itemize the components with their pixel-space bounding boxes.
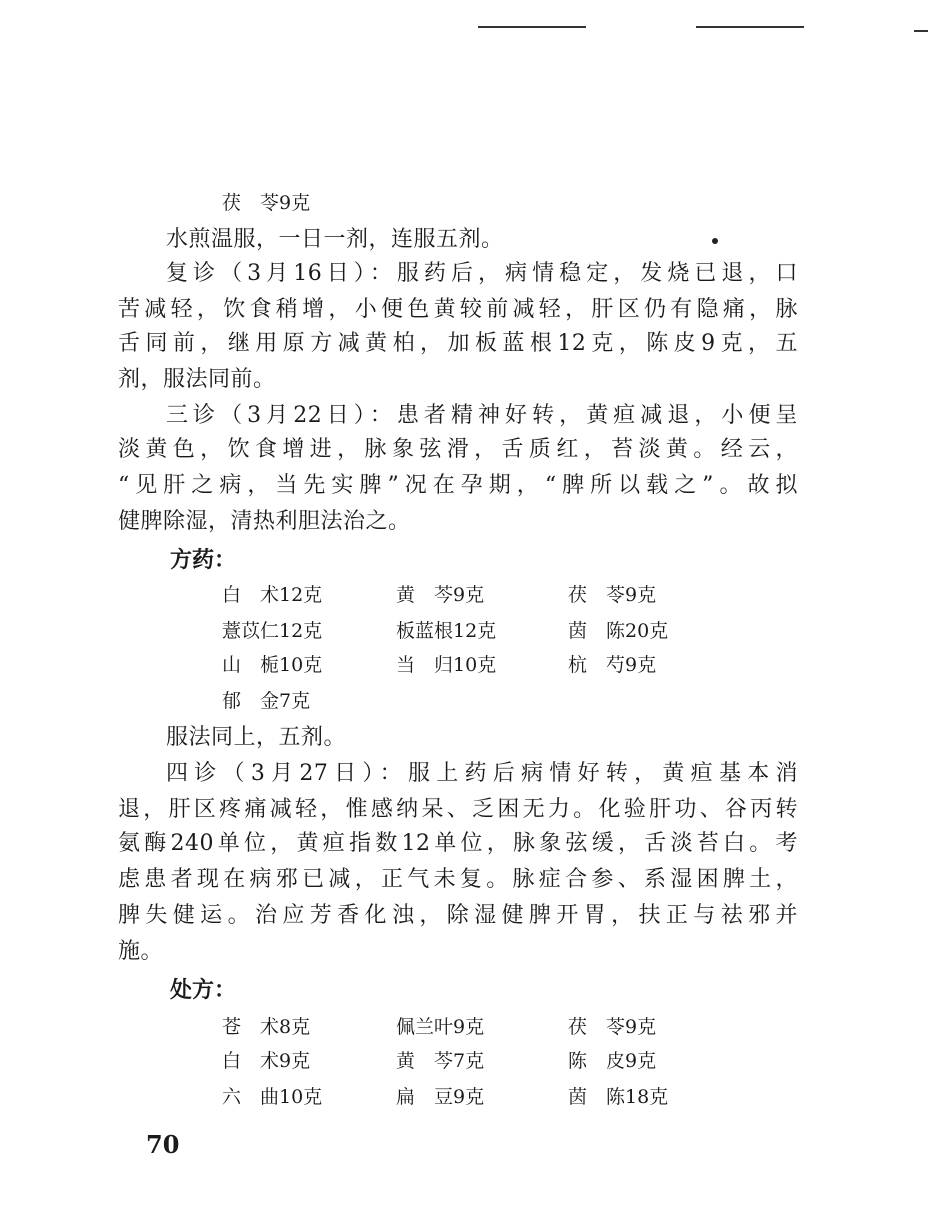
herb-item: 扁 豆9克 — [396, 1086, 485, 1108]
visit2-line-3: 舌同前，继用原方减黄柏，加板蓝根12克，陈皮9克，五 — [118, 331, 798, 356]
dosage1-text: 服法同上，五剂。 — [166, 725, 347, 750]
top-rule-edge — [914, 30, 928, 32]
visit3-line-2: 淡黄色，饮食增进，脉象弦滑，舌质红，苔淡黄。经云， — [118, 437, 798, 462]
herb-item: 陈 皮9克 — [568, 1050, 657, 1072]
herb-item: 白 术12克 — [222, 584, 323, 606]
herb-item: 山 栀10克 — [222, 654, 323, 676]
herb-item: 白 术9克 — [222, 1050, 311, 1072]
visit2-line-2: 苦减轻，饮食稍增，小便色黄较前减轻，肝区仍有隐痛，脉 — [118, 297, 798, 322]
visit3-line-4: 健脾除湿，清热利胆法治之。 — [118, 509, 411, 534]
herb-item: 六 曲10克 — [222, 1086, 323, 1108]
visit2-line-4: 剂，服法同前。 — [118, 367, 276, 392]
page-number: 70 — [146, 1130, 180, 1159]
herb-item: 黄 芩7克 — [396, 1050, 485, 1072]
visit4-line-3: 氨酶240单位，黄疸指数12单位，脉象弦缓，舌淡苔白。考 — [118, 831, 798, 856]
visit4-line-1: 四诊（3月27日）：服上药后病情好转，黄疸基本消 — [166, 761, 798, 786]
visit3-line-1: 三诊（3月22日）：患者精神好转，黄疸减退，小便呈 — [166, 403, 798, 428]
decoction-text: 水煎温服，一日一剂，连服五剂。 — [166, 227, 504, 252]
herb-item: 茯 苓9克 — [568, 584, 657, 606]
herb-item: 佩兰叶9克 — [396, 1016, 485, 1038]
herb-item: 茵 陈20克 — [568, 620, 669, 642]
visit4-line-5: 脾失健运。治应芳香化浊，除湿健脾开胃，扶正与祛邪并 — [118, 903, 798, 928]
visit4-line-6: 施。 — [118, 939, 164, 964]
herb-item: 杭 芍9克 — [568, 654, 657, 676]
top-rule-left — [478, 26, 586, 28]
intro-herb: 茯 苓9克 — [222, 192, 311, 214]
visit3-line-3: “见肝之病，当先实脾”况在孕期，“脾所以载之”。故拟 — [118, 473, 798, 498]
prescription1-label: 方药： — [170, 547, 237, 573]
visit4-line-4: 虑患者现在病邪已减，正气未复。脉症合参、系湿困脾土， — [118, 867, 798, 892]
visit4-line-2: 退，肝区疼痛减轻，惟感纳呆、乏困无力。化验肝功、谷丙转 — [118, 797, 798, 822]
visit2-line-1: 复诊（3月16日）：服药后，病情稳定，发烧已退，口 — [166, 261, 798, 286]
herb-item: 郁 金7克 — [222, 690, 311, 712]
herb-item: 板蓝根12克 — [396, 620, 497, 642]
herb-item: 薏苡仁12克 — [222, 620, 323, 642]
herb-item: 当 归10克 — [396, 654, 497, 676]
herb-item: 茯 苓9克 — [568, 1016, 657, 1038]
herb-item: 苍 术8克 — [222, 1016, 311, 1038]
herb-item: 茵 陈18克 — [568, 1086, 669, 1108]
top-rule-right — [696, 26, 804, 28]
herb-item: 黄 芩9克 — [396, 584, 485, 606]
prescription2-label: 处方： — [170, 977, 237, 1003]
